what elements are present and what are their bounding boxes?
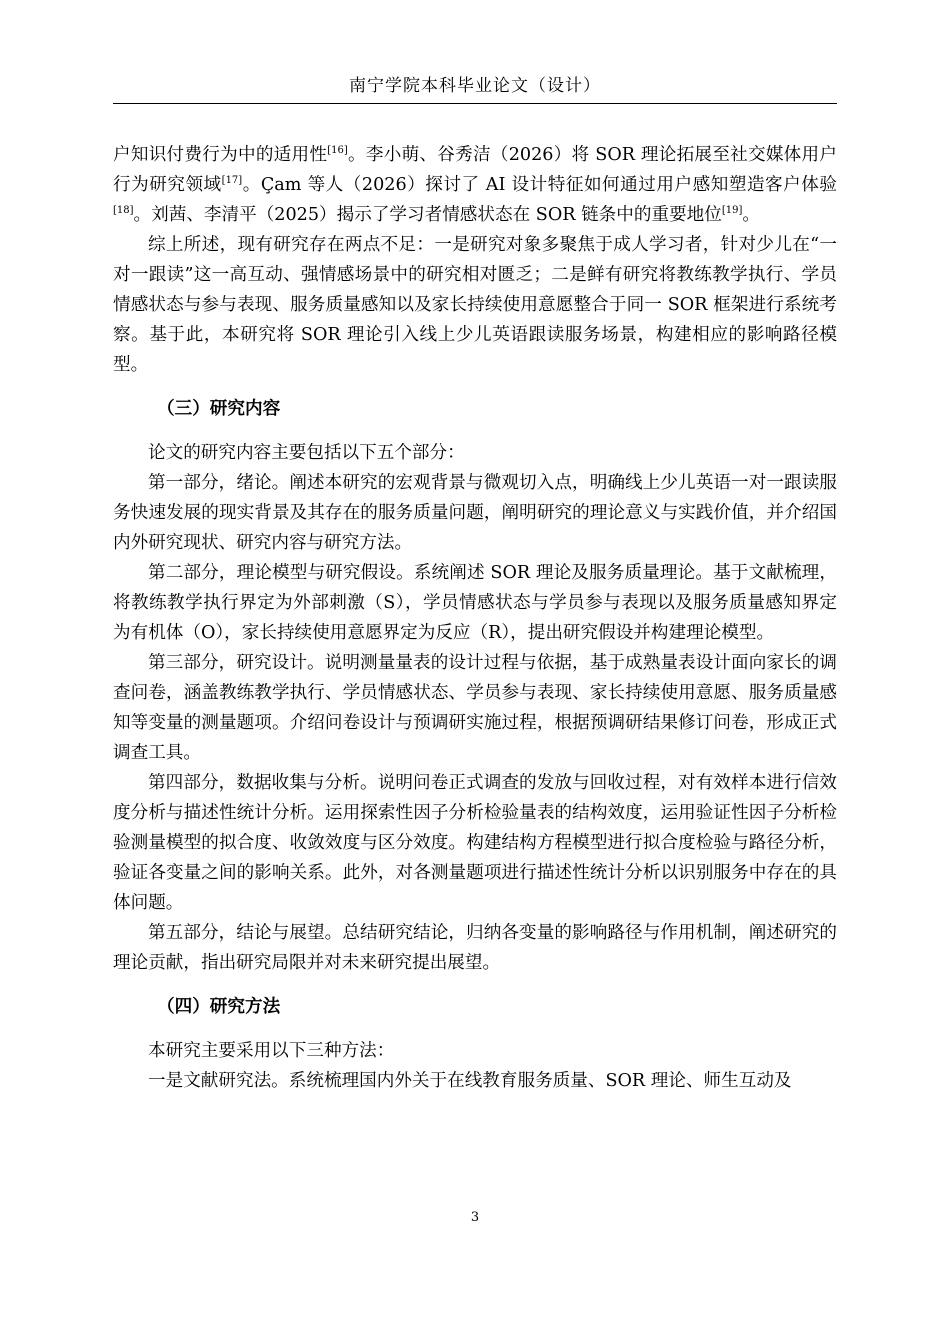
paragraph-part-2: 第二部分，理论模型与研究假设。系统阐述 SOR 理论及服务质量理论。基于文献梳理，将教练教学执行界定为外部刺激（S），学员情感状态与学员参与表现以及服务质量感知界定为有机体（O），家长持续使用意愿界定为反应（R），提出研究假设并构建理论模型。: [113, 563, 837, 643]
section-heading-research-content: （三）研究内容: [157, 398, 281, 419]
paragraph-1-text-1: 户知识付费行为中的适用性: [113, 145, 328, 165]
paragraph-1-text-5: 。: [742, 205, 760, 225]
page-header: [113, 70, 837, 104]
page-footer: [0, 1210, 950, 1225]
header-title: 南宁学院本科毕业论文（设计）: [349, 76, 601, 96]
page-number: 3: [470, 1210, 480, 1225]
section-heading-research-methods: （四）研究方法: [157, 996, 281, 1017]
paragraph-1-text-2: 。李小萌、谷秀洁（2026）将 SOR 理论拓展至社交媒体用户行为研究领域: [113, 145, 837, 195]
citation-17: [17]: [221, 175, 243, 187]
paragraph-part-3: 第三部分，研究设计。说明测量量表的设计过程与依据，基于成熟量表设计面向家长的调查问卷，涵盖教练教学执行、学员情感状态、学员参与表现、家长持续使用意愿、服务质量感知等变量的测量题项。介绍问卷设计与预调研实施过程，根据预调研结果修订问卷，形成正式调查工具。: [113, 653, 837, 763]
citation-19: [19]: [721, 205, 743, 217]
paragraph-1-text-4: 。刘茜、李清平（2025）揭示了学习者情感状态在 SOR 链条中的重要地位: [133, 205, 722, 225]
paragraph-content-intro: 论文的研究内容主要包括以下五个部分：: [148, 443, 465, 463]
citation-18: [18]: [113, 205, 134, 217]
paragraph-part-4: 第四部分，数据收集与分析。说明问卷正式调查的发放与回收过程，对有效样本进行信效度分析与描述性统计分析。运用探索性因子分析检验量表的结构效度，运用验证性因子分析检验测量模型的拟合度、收敛效度与区分效度。构建结构方程模型进行拟合度检验与路径分析，验证各变量之间的影响关系。此外，对各测量题项进行描述性统计分析以识别服务中存在的具体问题。: [113, 773, 837, 913]
paragraph-1-text-3: 。Çam 等人（2026）探讨了 AI 设计特征如何通过用户感知塑造客户体验: [242, 175, 837, 195]
citation-16: [16]: [327, 145, 348, 157]
paragraph-methods-intro: 本研究主要采用以下三种方法：: [148, 1041, 395, 1061]
paragraph-part-1: 第一部分，绪论。阐述本研究的宏观背景与微观切入点，明确线上少儿英语一对一跟读服务快速发展的现实背景及其存在的服务质量问题，阐明研究的理论意义与实践价值，并介绍国内外研究现状、研究内容与研究方法。: [113, 473, 837, 553]
paragraph-part-5: 第五部分，结论与展望。总结研究结论，归纳各变量的影响路径与作用机制，阐述研究的理论贡献，指出研究局限并对未来研究提出展望。: [113, 923, 837, 973]
paragraph-method-1: 一是文献研究法。系统梳理国内外关于在线教育服务质量、SOR 理论、师生互动及: [148, 1071, 792, 1091]
paragraph-1: [113, 140, 837, 230]
paragraph-summary: 综上所述，现有研究存在两点不足：一是研究对象多聚焦于成人学习者，针对少儿在“一对一跟读”这一高互动、强情感场景中的研究相对匮乏；二是鲜有研究将教练教学执行、学员情感状态与参与表现、服务质量感知以及家长持续使用意愿整合于同一 SOR 框架进行系统考察。基于此，本研究将 SOR 理论引入线上少儿英语跟读服务场景，构建相应的影响路径模型。: [113, 235, 837, 375]
page-body: [113, 140, 837, 1096]
